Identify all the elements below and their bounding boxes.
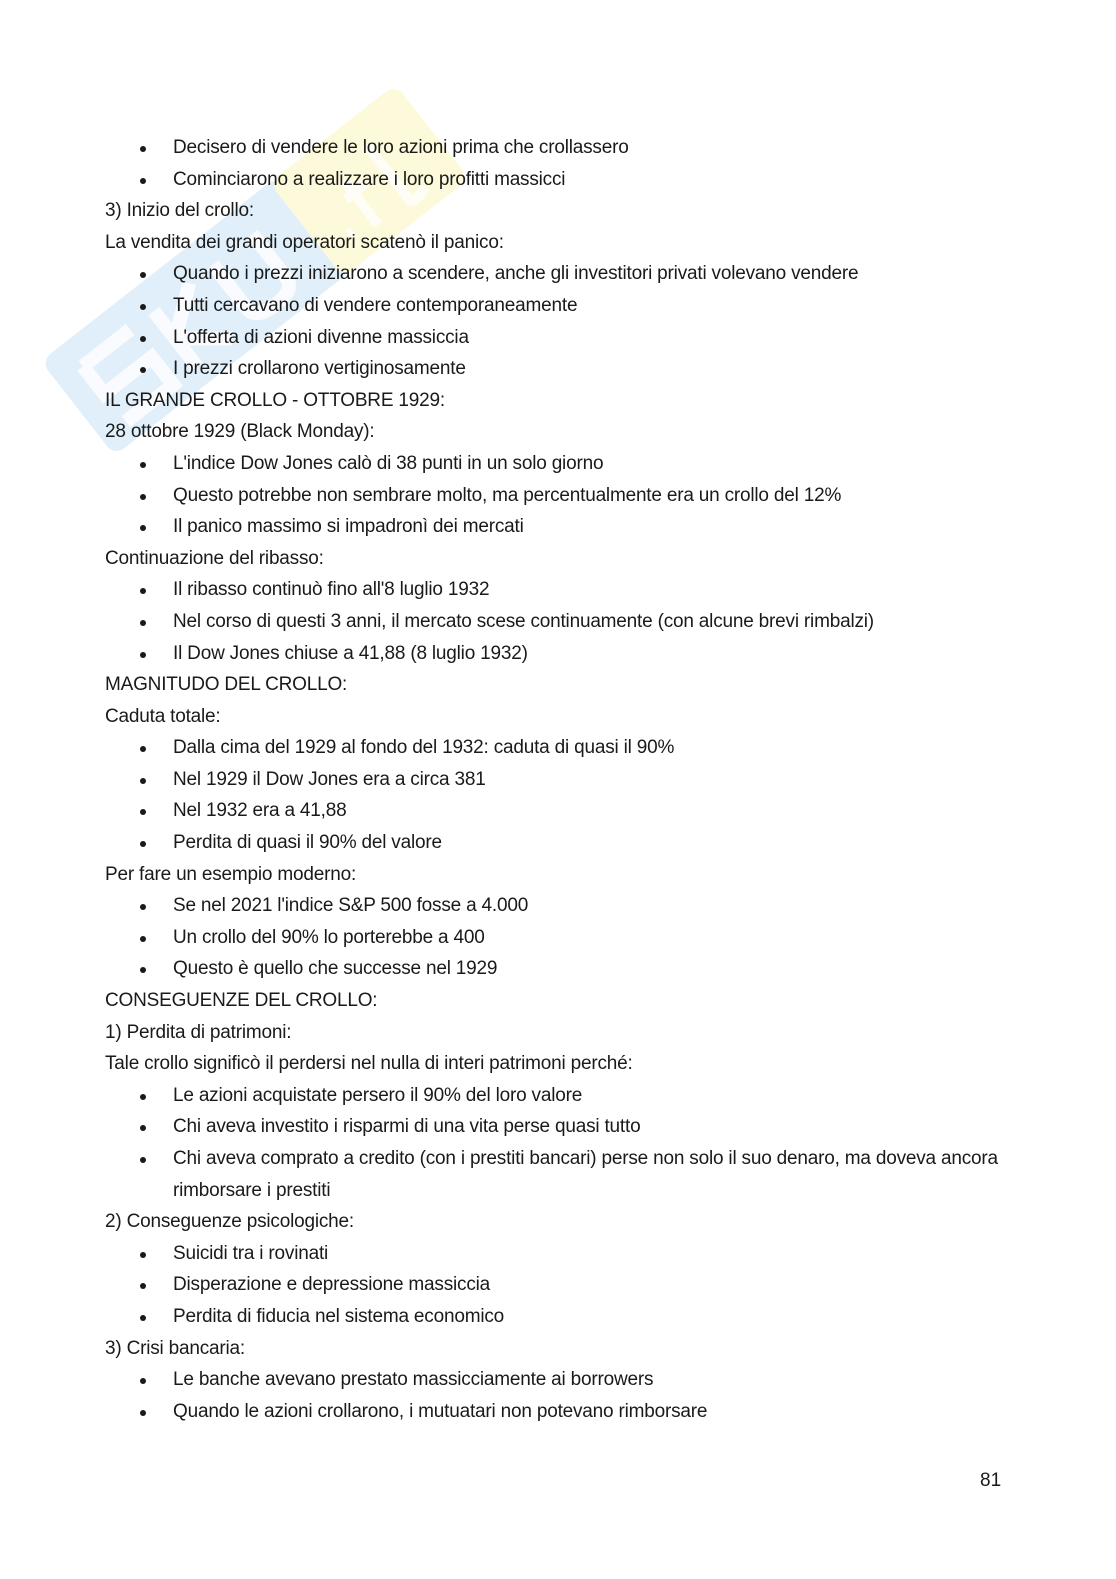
bullet-item bbox=[105, 574, 1025, 606]
bullet-icon bbox=[140, 336, 146, 342]
bullet-item bbox=[105, 1269, 1025, 1301]
line-text: Questo è quello che successe nel 1929 bbox=[173, 958, 498, 980]
line-text: 1) Perdita di patrimoni: bbox=[105, 1021, 292, 1043]
paragraph bbox=[105, 1333, 1025, 1365]
line-text: 28 ottobre 1929 (Black Monday): bbox=[105, 421, 375, 443]
bullet-item bbox=[105, 1301, 1025, 1333]
line-text: Nel 1929 il Dow Jones era a circa 381 bbox=[173, 768, 486, 790]
bullet-icon bbox=[140, 1410, 146, 1416]
line-text: Cominciarono a realizzare i loro profitti massicci bbox=[173, 168, 566, 190]
line-text: 2) Conseguenze psicologiche: bbox=[105, 1211, 354, 1233]
bullet-item bbox=[105, 1143, 1025, 1206]
page-number: 81 bbox=[980, 1470, 1002, 1491]
bullet-icon bbox=[140, 178, 146, 184]
bullet-icon bbox=[140, 746, 146, 752]
line-text: Continuazione del ribasso: bbox=[105, 547, 324, 569]
paragraph bbox=[105, 669, 1025, 701]
line-text: Nel corso di questi 3 anni, il mercato scese continuamente (con alcune brevi rimbalzi) bbox=[173, 610, 874, 632]
bullet-icon bbox=[140, 620, 146, 626]
line-text: Se nel 2021 l'indice S&P 500 fosse a 4.000 bbox=[173, 895, 529, 917]
bullet-icon bbox=[140, 1283, 146, 1289]
bullet-item bbox=[105, 1396, 1025, 1428]
bullet-item bbox=[105, 890, 1025, 922]
bullet-item bbox=[105, 795, 1025, 827]
bullet-item bbox=[105, 1111, 1025, 1143]
paragraph bbox=[105, 416, 1025, 448]
line-text: Tale crollo significò il perdersi nel nulla di interi patrimoni perché: bbox=[105, 1053, 633, 1075]
bullet-item bbox=[105, 322, 1025, 354]
bullet-item bbox=[105, 480, 1025, 512]
line-text: Nel 1932 era a 41,88 bbox=[173, 800, 347, 822]
line-text: Caduta totale: bbox=[105, 705, 221, 727]
bullet-icon bbox=[140, 1125, 146, 1131]
line-text: L'offerta di azioni divenne massiccia bbox=[173, 326, 469, 348]
line-text: La vendita dei grandi operatori scatenò il panico: bbox=[105, 231, 504, 253]
bullet-icon bbox=[140, 367, 146, 373]
line-text: Il ribasso continuò fino all'8 luglio 1932 bbox=[173, 579, 490, 601]
bullet-item bbox=[105, 764, 1025, 796]
bullet-item bbox=[105, 922, 1025, 954]
bullet-item bbox=[105, 164, 1025, 196]
bullet-icon bbox=[140, 778, 146, 784]
line-text: Quando le azioni crollarono, i mutuatari non potevano rimborsare bbox=[173, 1400, 708, 1422]
paragraph bbox=[105, 195, 1025, 227]
line-text: Il Dow Jones chiuse a 41,88 (8 luglio 1932) bbox=[173, 642, 528, 664]
bullet-item bbox=[105, 258, 1025, 290]
line-text: MAGNITUDO DEL CROLLO: bbox=[105, 674, 348, 696]
bullet-icon bbox=[140, 841, 146, 847]
bullet-icon bbox=[140, 809, 146, 815]
paragraph bbox=[105, 1017, 1025, 1049]
bullet-item bbox=[105, 732, 1025, 764]
line-text: Il panico massimo si impadronì dei mercati bbox=[173, 516, 524, 538]
bullet-item bbox=[105, 353, 1025, 385]
bullet-item bbox=[105, 511, 1025, 543]
bullet-item bbox=[105, 448, 1025, 480]
line-text: Chi aveva investito i risparmi di una vita perse quasi tutto bbox=[173, 1116, 641, 1138]
bullet-item bbox=[105, 1080, 1025, 1112]
bullet-icon bbox=[140, 1157, 146, 1163]
line-text: Perdita di fiducia nel sistema economico bbox=[173, 1305, 505, 1327]
bullet-icon bbox=[140, 967, 146, 973]
line-text: I prezzi crollarono vertiginosamente bbox=[173, 358, 466, 380]
line-text: L'indice Dow Jones calò di 38 punti in un solo giorno bbox=[173, 452, 604, 474]
bullet-icon bbox=[140, 304, 146, 310]
bullet-item bbox=[105, 953, 1025, 985]
paragraph bbox=[105, 543, 1025, 575]
paragraph bbox=[105, 385, 1025, 417]
paragraph bbox=[105, 1048, 1025, 1080]
line-text: Perdita di quasi il 90% del valore bbox=[173, 832, 442, 854]
bullet-icon bbox=[140, 1252, 146, 1258]
bullet-icon bbox=[140, 652, 146, 658]
line-text: Decisero di vendere le loro azioni prima che crollassero bbox=[173, 137, 629, 158]
bullet-icon bbox=[140, 588, 146, 594]
bullet-icon bbox=[140, 1378, 146, 1384]
paragraph bbox=[105, 985, 1025, 1017]
bullet-icon bbox=[140, 904, 146, 910]
bullet-item bbox=[105, 638, 1025, 670]
bullet-icon bbox=[140, 146, 146, 152]
bullet-item bbox=[105, 606, 1025, 638]
line-text: Chi aveva comprato a credito (con i prestiti bancari) perse non solo il suo denaro, ma doveva ancora rimborsare i prestiti bbox=[173, 1148, 998, 1201]
line-text: Quando i prezzi iniziarono a scendere, anche gli investitori privati volevano vendere bbox=[173, 263, 859, 285]
line-text: 3) Crisi bancaria: bbox=[105, 1337, 246, 1359]
paragraph bbox=[105, 227, 1025, 259]
line-text: Le banche avevano prestato massicciamente ai borrowers bbox=[173, 1369, 654, 1391]
bullet-icon bbox=[140, 1094, 146, 1100]
bullet-item bbox=[105, 1364, 1025, 1396]
bullet-item bbox=[105, 132, 1025, 164]
line-text: Tutti cercavano di vendere contemporaneamente bbox=[173, 294, 578, 316]
line-text: IL GRANDE CROLLO - OTTOBRE 1929: bbox=[105, 389, 445, 411]
bullet-icon bbox=[140, 936, 146, 942]
line-text: 3) Inizio del crollo: bbox=[105, 200, 254, 222]
line-text: CONSEGUENZE DEL CROLLO: bbox=[105, 990, 378, 1012]
paragraph bbox=[105, 701, 1025, 733]
document-body bbox=[105, 132, 1025, 1427]
bullet-icon bbox=[140, 494, 146, 500]
bullet-item bbox=[105, 1238, 1025, 1270]
line-text: Per fare un esempio moderno: bbox=[105, 863, 357, 885]
bullet-icon bbox=[140, 462, 146, 468]
bullet-item bbox=[105, 290, 1025, 322]
line-text: Un crollo del 90% lo porterebbe a 400 bbox=[173, 926, 485, 948]
line-text: Dalla cima del 1929 al fondo del 1932: caduta di quasi il 90% bbox=[173, 737, 675, 759]
line-text: Questo potrebbe non sembrare molto, ma percentualmente era un crollo del 12% bbox=[173, 484, 842, 506]
line-text: Disperazione e depressione massiccia bbox=[173, 1274, 491, 1296]
bullet-icon bbox=[140, 1315, 146, 1321]
bullet-icon bbox=[140, 525, 146, 531]
bullet-icon bbox=[140, 272, 146, 278]
line-text: Suicidi tra i rovinati bbox=[173, 1242, 329, 1264]
paragraph bbox=[105, 859, 1025, 891]
line-text: Le azioni acquistate persero il 90% del loro valore bbox=[173, 1084, 583, 1106]
paragraph bbox=[105, 1206, 1025, 1238]
bullet-item bbox=[105, 827, 1025, 859]
